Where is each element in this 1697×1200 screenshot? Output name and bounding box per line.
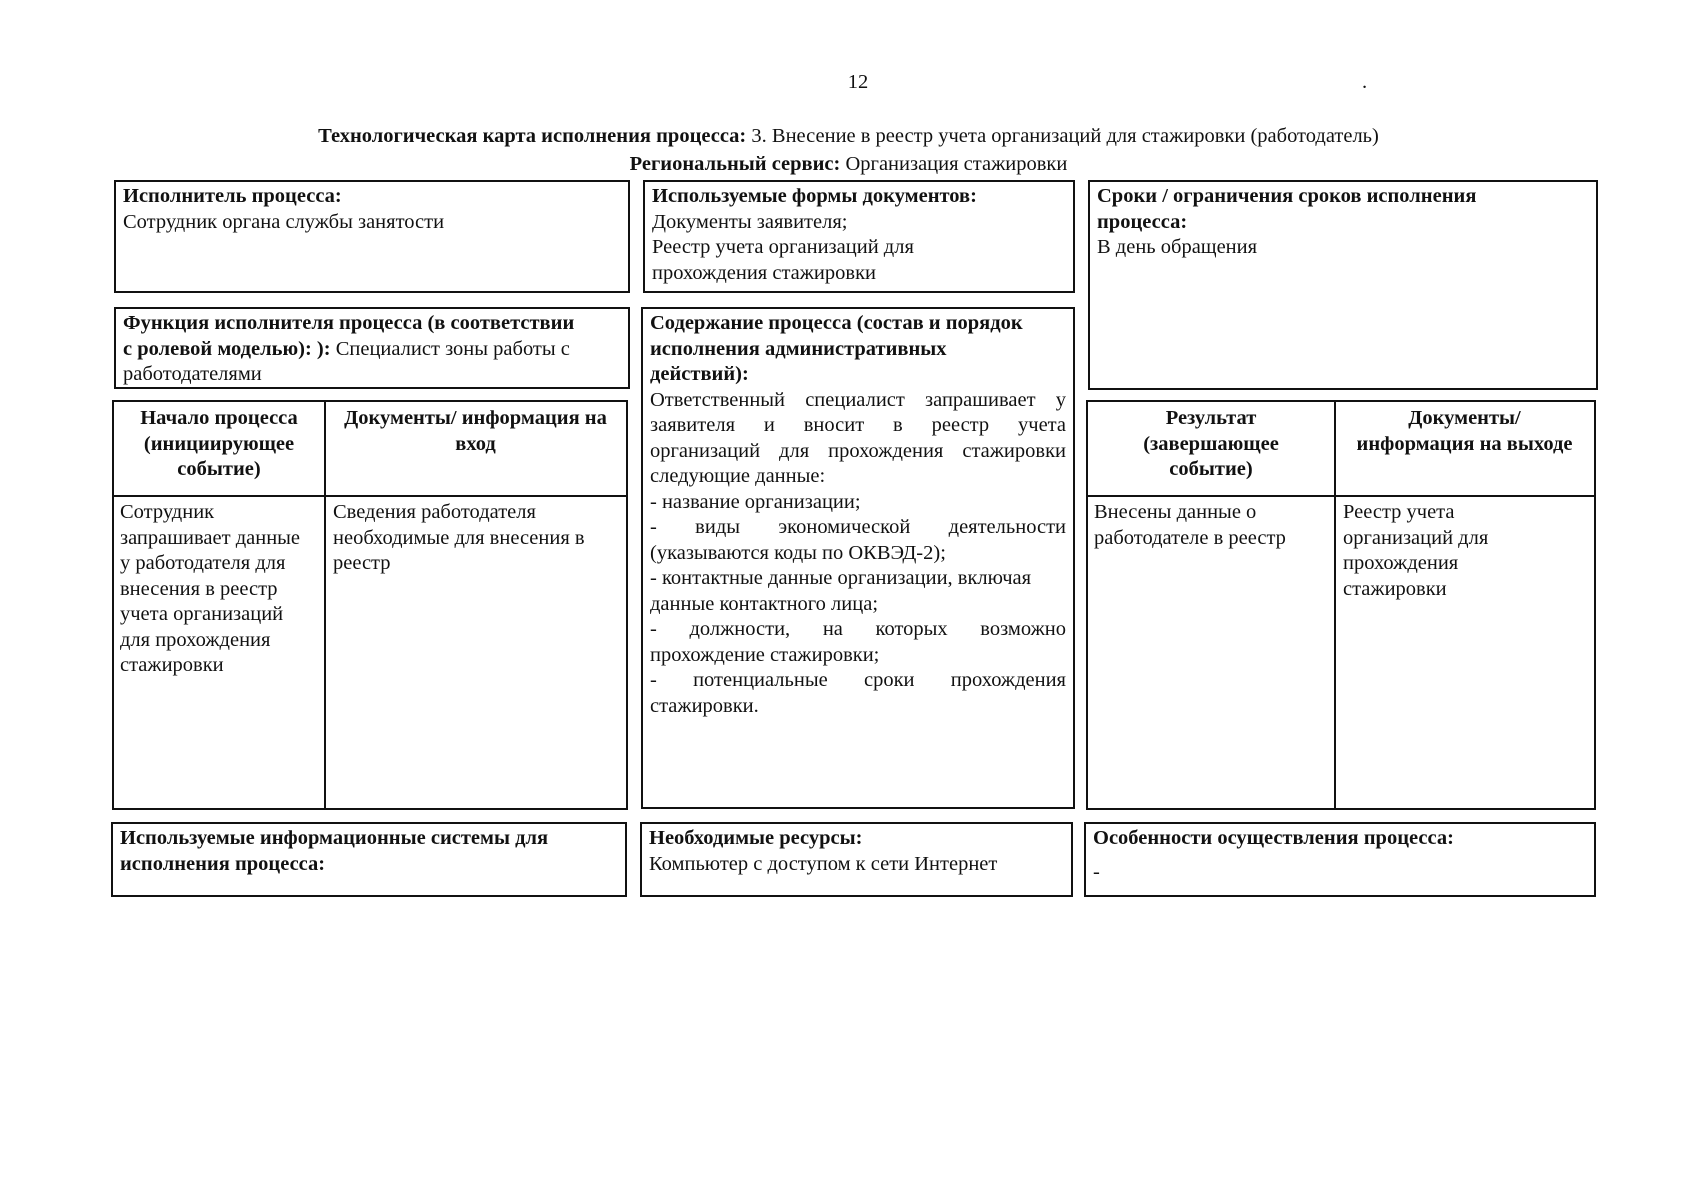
title-label: Технологическая карта исполнения процесса: [318, 125, 747, 147]
title-value: 3. Внесение в реестр учета организаций для стажировки (работодатель) [746, 125, 1379, 147]
deadlines-box [1088, 180, 1598, 390]
start-event-text: Сотрудник запрашивает данные у работодателя для внесения в реестр учета организаций для прохождения стажировки [120, 501, 301, 676]
deadlines-label: процесса: [1097, 210, 1188, 233]
features-label: Особенности осуществления процесса: [1093, 827, 1454, 849]
content-line: следующие данные: [650, 465, 826, 487]
resources-box [640, 822, 1073, 897]
content-line: - контактные данные организации, включая [650, 567, 1032, 589]
content-label: действий): [650, 363, 749, 385]
resources-value: Компьютер с доступом к сети Интернет [649, 852, 998, 875]
result-header-event: Результат (завершающее событие) [1143, 407, 1279, 480]
info-systems-label: исполнения процесса: [120, 852, 326, 875]
content-line: данные контактного лица; [650, 592, 879, 615]
service-value: Организация стажировки [840, 153, 1068, 175]
forms-line: Документы заявителя; [652, 210, 848, 233]
content-line: - должности, на которых возможно [650, 618, 1066, 640]
forms-box [643, 180, 1075, 293]
resources-label: Необходимые ресурсы: [649, 827, 863, 849]
start-header-docs: Документы/ информация на вход [344, 407, 607, 455]
info-systems-label: Используемые информационные системы для [120, 827, 549, 849]
stray-mark: . [1362, 71, 1368, 93]
content-label: Содержание процесса (состав и порядок [650, 312, 1023, 334]
features-box [1084, 822, 1596, 897]
content-line: (указываются коды по ОКВЭД-2); [650, 541, 946, 564]
executor-value: Сотрудник органа службы занятости [123, 210, 445, 233]
forms-label: Используемые формы документов: [652, 185, 977, 207]
function-label: Функция исполнителя процесса (в соответствии [123, 312, 575, 334]
forms-line: Реестр учета организаций для [652, 236, 914, 258]
start-table [112, 400, 628, 810]
content-line: - название организации; [650, 490, 861, 513]
content-line: прохождение стажировки; [650, 643, 880, 666]
function-label: с ролевой моделью): ): [123, 337, 331, 360]
content-line: стажировки. [650, 694, 759, 717]
page-number: 12 [847, 71, 869, 93]
content-line: - виды экономической деятельности [650, 516, 1066, 538]
features-value: - [1093, 860, 1100, 883]
function-value: Специалист зоны работы с [330, 337, 570, 360]
info-systems-box [111, 822, 627, 897]
service-label: Региональный сервис: [629, 153, 841, 175]
result-docs-text: Реестр учета организаций для прохождения стажировки [1343, 501, 1489, 600]
forms-line: прохождения стажировки [652, 261, 877, 284]
function-value-rest: работодателями [123, 363, 262, 385]
executor-box [114, 180, 630, 293]
content-box [641, 307, 1075, 809]
content-line: заявителя и вносит в реестр учета [650, 414, 1066, 436]
content-line: Ответственный специалист запрашивает у [650, 388, 1066, 411]
deadlines-label: Сроки / ограничения сроков исполнения [1097, 185, 1477, 207]
page-title [0, 124, 1697, 150]
function-box [114, 307, 630, 389]
result-header-docs: Документы/ информация на выходе [1356, 407, 1573, 455]
content-line: организаций для прохождения стажировки [650, 439, 1066, 462]
result-table [1086, 400, 1596, 810]
result-event-text: Внесены данные о работодателе в реестр [1094, 501, 1286, 549]
deadlines-value: В день обращения [1097, 236, 1258, 258]
start-docs-text: Сведения работодателя необходимые для внесения в реестр [333, 501, 585, 574]
executor-label: Исполнитель процесса: [123, 185, 342, 207]
content-line: - потенциальные сроки прохождения [650, 669, 1066, 691]
content-label: исполнения административных [650, 337, 947, 360]
service-line [0, 152, 1697, 178]
start-header-event: Начало процесса (инициирующее событие) [140, 407, 298, 480]
